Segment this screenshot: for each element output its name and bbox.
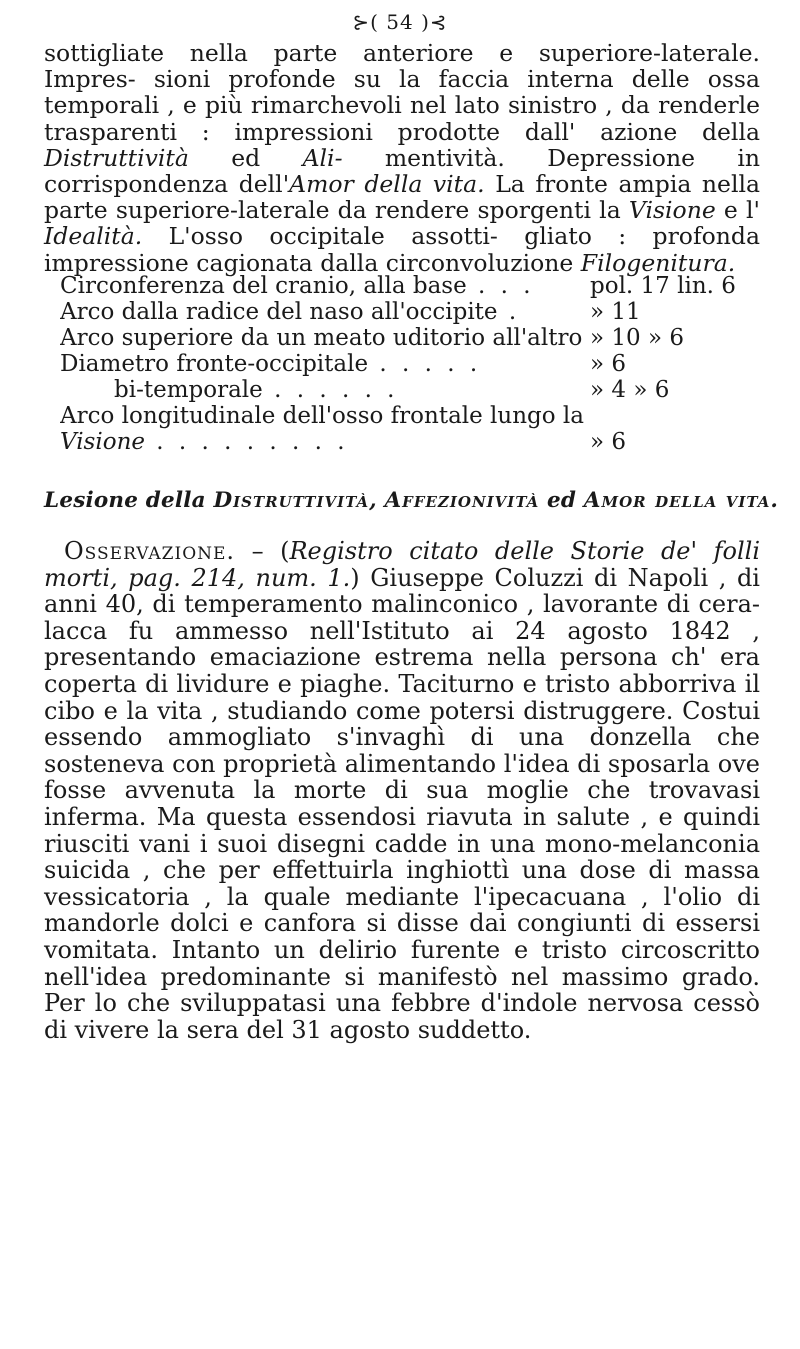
text-line: sottigliate nella parte anteriore e superiore-laterale. Impres-: [44, 39, 760, 94]
measurement-value: » 4 » 6: [590, 377, 670, 403]
measurements-table: [60, 273, 760, 455]
observation-text: Giuseppe Coluzzi di Napoli , di anni 40, di temperamento malinconico , lavorante di cera-lacca fu ammesso nell'Istituto ai 24 agosto 1842 , presentando emaciazione estrema nella persona ch' era coperta di lividure e piaghe. Taciturno e tristo abborriva il cibo e la vita , studiando come potersi distruggere. Costui essendo ammogliato s'invaghì di una donzella che sosteneva con proprietà alimentando l'idea di sposarla ove fosse avvenuta la morte di sua moglie che trovavasi inferma. Ma questa essendosi riavuta in salute , e quindi riusciti vani i suoi disegni cadde in una mono-melanconia suicida , che per effettuirla inghiottì una dose di massa vessicatoria , la quale mediante l'ipecacuana , l'olio di mandorle dolci e canfora si disse dai congiunti di essersi vomitata. Intanto un delirio furente e tristo circoscritto nell'idea predominante si manifestò nel massimo grado. Per lo che sviluppatasi una febbre d'indole nervosa cessò di vivere la sera del 31 agosto suddetto.: [44, 563, 760, 1044]
italic-term: Distruttività: [44, 143, 189, 172]
measurement-value: » 11: [590, 299, 641, 325]
italic-term: Idealità.: [44, 222, 143, 251]
italic-term: Amor della vita.: [289, 170, 485, 199]
measurement-value: » 6: [590, 429, 627, 455]
measurement-row: [60, 351, 760, 377]
observation-paragraph: [44, 538, 760, 1043]
text-line: impressioni prodotte dall' azione della: [234, 117, 760, 146]
text-fragment: L'osso occipitale assotti-: [142, 222, 498, 251]
measurement-row: [60, 403, 760, 429]
section-heading: Lesione della Distruttività, Affezionività ed Amor della vita.: [44, 488, 779, 513]
measurement-value: » 10 » 6: [590, 325, 684, 351]
page-number: ⊱( 54 )⊰: [352, 10, 448, 34]
measurement-row: [60, 325, 760, 351]
measurement-label: Arco longitudinale dell'osso frontale lungo la: [60, 403, 584, 429]
text-line: mentività. Depressione in corrispondenza dell': [44, 143, 760, 199]
text-line: sioni profonde su la faccia interna delle ossa temporali , e: [44, 65, 760, 120]
italic-term: Ali-: [302, 143, 343, 172]
measurement-label: Diametro fronte-occipitale . . . . .: [60, 351, 482, 377]
register-reference: Registro citato delle Storie de' folli morti, pag. 214, num. 1.: [44, 537, 760, 592]
text-line: La fronte ampia nella parte superiore-laterale da rendere: [44, 170, 760, 225]
measurement-row: [60, 273, 760, 299]
text-fragment: – (: [235, 537, 290, 565]
measurement-value: [590, 403, 760, 429]
measurement-label: bi-temporale . . . . . .: [114, 377, 399, 403]
measurement-label: Arco dalla radice del naso all'occipite .: [60, 299, 521, 325]
text-fragment: ed: [188, 143, 303, 172]
text-line: più rimarchevoli nel lato sinistro , da renderle trasparenti :: [44, 91, 760, 146]
italic-term: Visione: [628, 196, 716, 225]
text-fragment: ): [350, 563, 371, 592]
measurement-row: [60, 429, 760, 455]
text-line: gliato : profonda impressione cagionata dalla circonvoluzione: [44, 222, 760, 277]
measurement-value: pol. 17 lin. 6: [590, 273, 736, 299]
italic-term: Filogenitura.: [580, 248, 736, 277]
measurement-value: » 6: [590, 351, 627, 377]
measurement-label: Arco superiore da un meato uditorio all'altro: [60, 325, 583, 351]
measurement-label: Visione . . . . . . . . .: [60, 429, 349, 455]
measurement-row: [60, 377, 760, 403]
top-paragraph: [44, 40, 760, 276]
observation-label: Osservazione.: [64, 537, 236, 565]
measurement-label: Circonferenza del cranio, alla base . . .: [60, 273, 535, 299]
measurement-row: [60, 299, 760, 325]
text-fragment: e l': [715, 196, 760, 225]
text-line: sporgenti la: [477, 196, 629, 225]
